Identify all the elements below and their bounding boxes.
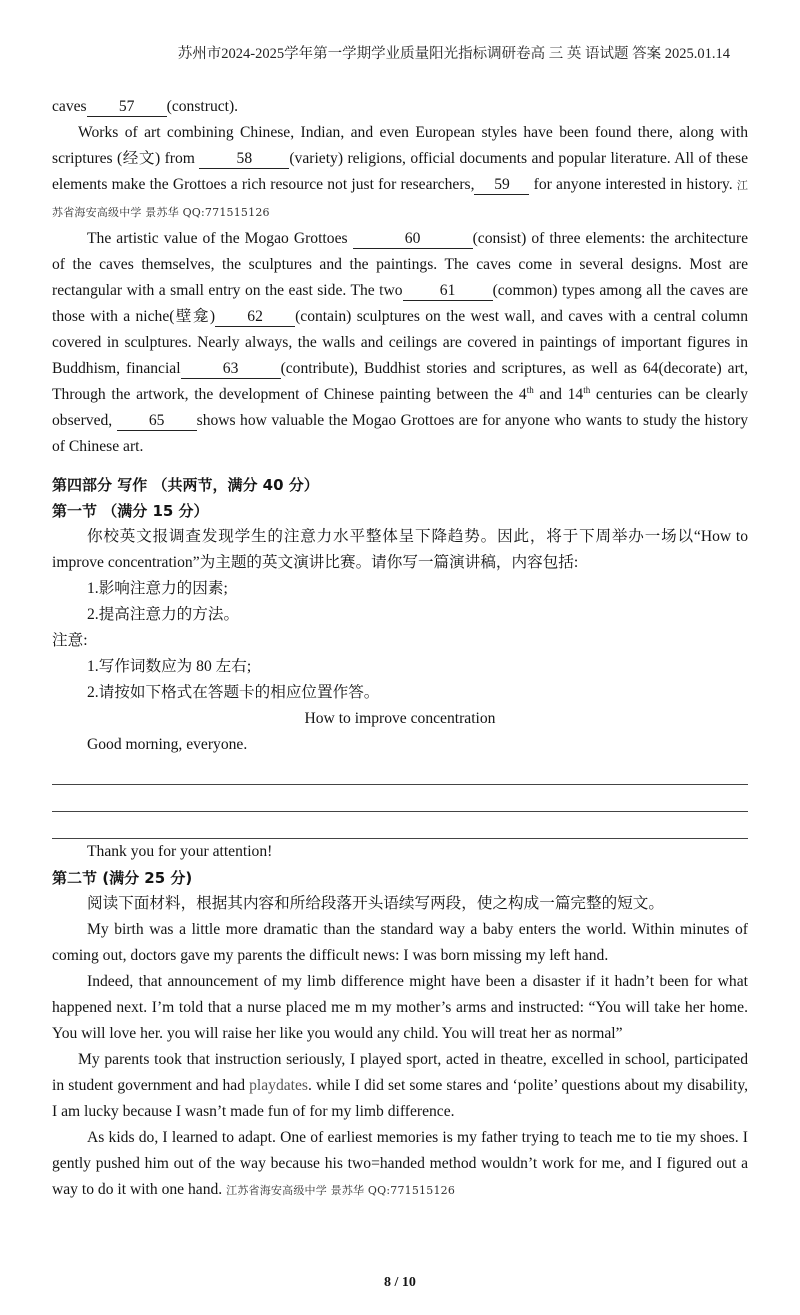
superscript: th (526, 384, 534, 395)
page-header: 苏州市2024-2025学年第一学期学业质量阳光指标调研卷高 三 英 语试题 答案 2025.01.14 (177, 46, 730, 62)
blank-60: 60 (353, 230, 473, 249)
text: My parents took that instruction seriously, I played sport, acted in theatre, excelled in school, participated in student government and had (52, 1051, 748, 1094)
section-one-heading: 第一节 （满分 15 分） (52, 502, 209, 520)
text: playdates (249, 1077, 308, 1094)
text: (construct). (166, 98, 239, 115)
answer-line-2 (52, 785, 748, 812)
part-four-heading: 第四部分 写作 （共两节，满分 40 分） (52, 476, 319, 494)
answer-line-1 (52, 758, 748, 785)
superscript: th (583, 384, 591, 395)
passage-paragraph-2 (52, 120, 748, 226)
blank-62: 62 (215, 308, 295, 327)
text: (variety) religions, official documents and popular literature. All of these elements make the Grottoes a rich resource not just for researchers, (52, 150, 748, 193)
text: (contain) sculptures on the west wall, and caves with a central column covered in sculptures. Nearly always, the walls and ceilings are covered in paintings of important figures in Buddhism, financial (52, 308, 748, 377)
story-paragraph-2: Indeed, that announcement of my limb difference might have been a disaster if it hadn’t been for what happened next. I’m told that a nurse placed me m my mother’s arms and instructed: “You will take her home. You will love her. you will raise her like you would any child. You will treat her as normal” (52, 973, 748, 1042)
section-two-prompt: 阅读下面材料，根据其内容和所给段落开头语续写两段，使之构成一篇完整的短文。 (87, 895, 664, 912)
text: caves (52, 98, 87, 115)
point-2: 2.提高注意力的方法。 (87, 606, 240, 623)
notice-1: 1.写作词数应为 80 左右; (87, 658, 252, 675)
story-paragraph-3 (52, 1047, 748, 1125)
essay-greeting: Good morning, everyone. (87, 736, 248, 753)
source-note: 江苏省海安高级中学 景苏华 QQ:771515126 (52, 179, 749, 219)
passage-paragraph-3 (52, 226, 748, 460)
text: shows how valuable the Mogao Grottoes are for anyone who wants to study the history of Chinese art. (52, 412, 748, 455)
section-one-prompt: 你校英文报调查发现学生的注意力水平整体呈下降趋势。因此，将于下周举办一场以“How to improve concentration”为主题的英文演讲比赛。请你写一篇演讲稿，内容包括: (52, 528, 748, 571)
page-number: 8 / 10 (384, 1275, 416, 1290)
story-paragraph-4 (52, 1125, 748, 1204)
text: . while I did set some stares and ‘polite’ questions about my disability, I am lucky because I wasn’t made fun of for my limb difference. (52, 1077, 748, 1120)
text: As kids do, I learned to adapt. One of earliest memories is my father trying to teach me to tie my shoes. I gently pushed him out of the way because his two=handed method wouldn’t work for me, and I figured out a way to do it with one hand. (52, 1129, 748, 1198)
section-two-heading: 第二节 (满分 25 分) (52, 869, 193, 887)
essay-title: How to improve concentration (304, 710, 496, 727)
point-1: 1.影响注意力的因素; (87, 580, 228, 597)
passage-line-57 (52, 94, 748, 120)
blank-58: 58 (199, 150, 289, 169)
text: The artistic value of the Mogao Grottoes (87, 230, 353, 247)
source-note: 江苏省海安高级中学 景苏华 QQ:771515126 (226, 1184, 456, 1197)
answer-line-3 (52, 812, 748, 839)
blank-59: 59 (474, 176, 529, 195)
text: (consist) of three elements: the architecture of the caves themselves, the sculptures and the paintings. The caves come in several designs. Most are rectangular with a small entry on the east side. The two (52, 230, 748, 299)
blank-65: 65 (117, 412, 197, 431)
page-content (52, 94, 748, 1204)
blank-57: 57 (87, 98, 167, 117)
text: and 14 (533, 386, 584, 403)
blank-61: 61 (403, 282, 493, 301)
notice-label: 注意: (52, 632, 88, 649)
text: for anyone interested in history. (529, 176, 733, 193)
text: centuries can be clearly observed, (52, 386, 749, 429)
blank-63: 63 (181, 360, 281, 379)
notice-2: 2.请按如下格式在答题卡的相应位置作答。 (87, 684, 380, 701)
story-paragraph-1: My birth was a little more dramatic than the standard way a baby enters the world. Within minutes of coming out, doctors gave my parents the difficult news: I was born missing my left hand. (52, 921, 748, 964)
text: (common) types among all the caves are those with a niche(壁龛) (52, 282, 748, 325)
text: (contribute), Buddhist stories and scriptures, as well as 64(decorate) art, Through the artwork, the development of Chinese painting between the 4 (52, 360, 748, 403)
essay-closing: Thank you for your attention! (87, 843, 273, 860)
text: Works of art combining Chinese, Indian, and even European styles have been found there, along with scriptures (经文) from (52, 124, 748, 167)
